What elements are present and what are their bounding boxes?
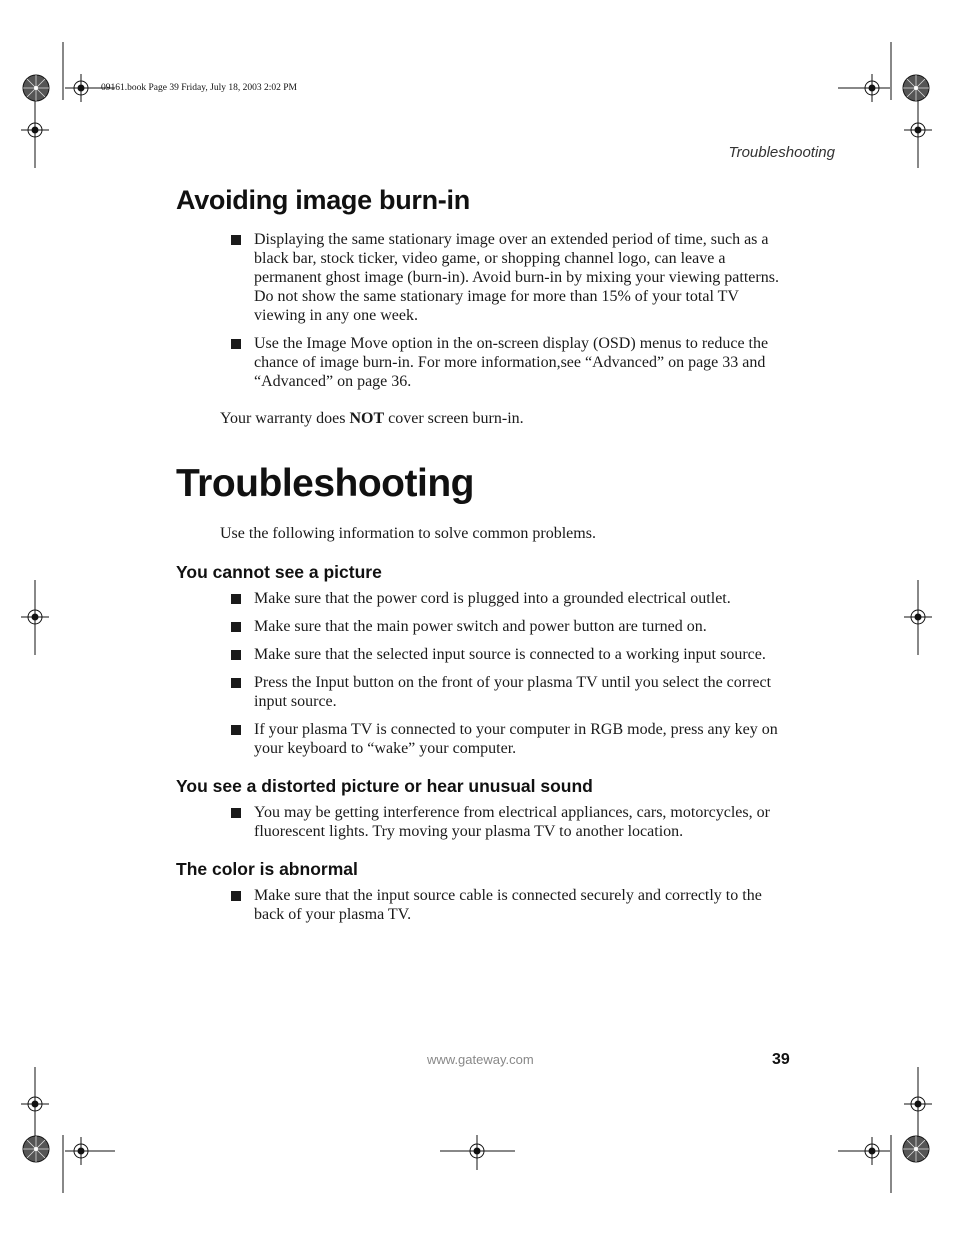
subheading-distorted: You see a distorted picture or hear unusual sound — [176, 776, 593, 796]
print-slug-line: 09161.book Page 39 Friday, July 18, 2003 2:02 PM — [101, 83, 297, 93]
list-item: Make sure that the selected input source is connected to a working input source. — [231, 645, 794, 664]
bullet-square-icon — [231, 650, 241, 660]
page-content — [176, 185, 796, 933]
bullet-square-icon — [231, 891, 241, 901]
bullet-square-icon — [231, 235, 241, 245]
bullet-square-icon — [231, 339, 241, 349]
distorted-list — [176, 803, 796, 841]
list-item: Displaying the same stationary image over an extended period of time, such as a black bar, stock ticker, video game, or shopping channel logo, can leave a permanent ghost image (burn-in). Avoid burn-in by mixing your viewing patterns. Do not show the same stationary image for more than 15% of your total TV viewing in any one week. — [231, 230, 794, 325]
section-heading-burn-in: Avoiding image burn-in — [176, 185, 470, 215]
footer-url: www.gateway.com — [427, 1052, 534, 1067]
bullet-square-icon — [231, 678, 241, 688]
list-item: Make sure that the power cord is plugged into a grounded electrical outlet. — [231, 589, 794, 608]
list-item: Use the Image Move option in the on-screen display (OSD) menus to reduce the chance of image burn-in. For more information,see “Advanced” on page 33 and “Advanced” on page 36. — [231, 334, 794, 391]
bullet-square-icon — [231, 622, 241, 632]
chapter-title: Troubleshooting — [176, 462, 474, 505]
subheading-color: The color is abnormal — [176, 859, 358, 879]
bullet-square-icon — [231, 808, 241, 818]
subheading-no-picture: You cannot see a picture — [176, 562, 382, 582]
color-list — [176, 886, 796, 924]
warranty-note: Your warranty does NOT cover screen burn-in. — [220, 410, 524, 427]
list-item: If your plasma TV is connected to your computer in RGB mode, press any key on your keyboard to “wake” your computer. — [231, 720, 794, 758]
page-number: 39 — [772, 1051, 790, 1068]
list-item: You may be getting interference from electrical appliances, cars, motorcycles, or fluorescent lights. Try moving your plasma TV to another location. — [231, 803, 794, 841]
list-item: Make sure that the main power switch and power button are turned on. — [231, 617, 794, 636]
bullet-square-icon — [231, 594, 241, 604]
running-header: Troubleshooting — [728, 144, 835, 161]
list-item: Make sure that the input source cable is connected securely and correctly to the back of your plasma TV. — [231, 886, 794, 924]
list-item: Press the Input button on the front of your plasma TV until you select the correct input source. — [231, 673, 794, 711]
burn-in-list — [176, 230, 796, 391]
intro-text: Use the following information to solve common problems. — [220, 525, 596, 542]
no-picture-list — [176, 589, 796, 758]
bullet-square-icon — [231, 725, 241, 735]
